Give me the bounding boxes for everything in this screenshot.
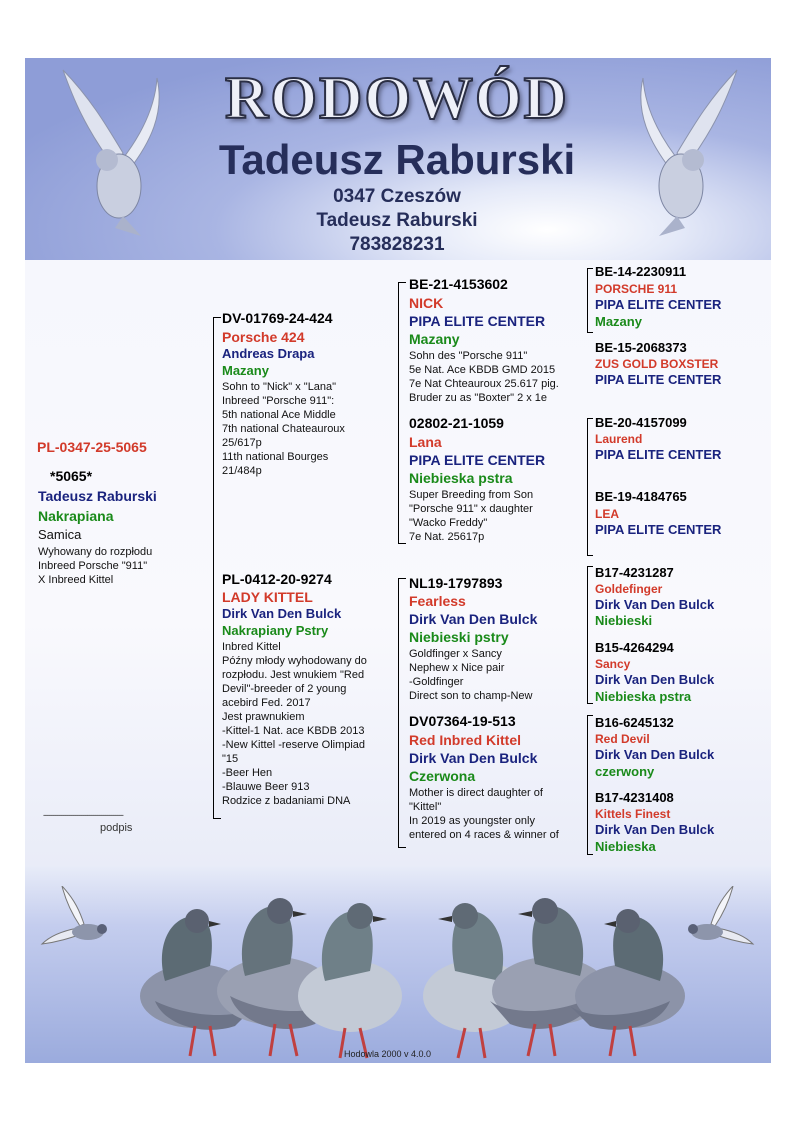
fm-note: "Wacko Freddy" bbox=[409, 517, 488, 529]
mother-note: -New Kittel -reserve Olimpiad bbox=[222, 739, 366, 751]
mother-color: Nakrapiany Pstry bbox=[222, 623, 329, 638]
connector-mm-vertical bbox=[587, 715, 588, 855]
ff-notes bbox=[409, 349, 559, 405]
mm-name: Red Inbred Kittel bbox=[409, 732, 522, 748]
mf-note: Nephew x Nice pair bbox=[409, 662, 505, 674]
standing-pigeons-left-icon bbox=[125, 886, 405, 1061]
mm-ring: DV07364-19-513 bbox=[409, 713, 516, 729]
mf-notes bbox=[409, 647, 533, 703]
ff-owner: PIPA ELITE CENTER bbox=[409, 313, 546, 329]
fm-ring: 02802-21-1059 bbox=[409, 415, 504, 431]
mf-color: Niebieski pstry bbox=[409, 629, 509, 645]
fff-owner: PIPA ELITE CENTER bbox=[595, 297, 722, 312]
fm-note: Super Breeding from Son bbox=[409, 489, 534, 501]
fff-ring: BE-14-2230911 bbox=[595, 264, 687, 279]
mother-note: rozpłodu. Jest wnukiem "Red bbox=[222, 669, 365, 681]
ff-ring: BE-21-4153602 bbox=[409, 276, 508, 292]
mf-note: Direct son to champ-New bbox=[409, 690, 533, 702]
small-flying-pigeon-left-icon bbox=[40, 886, 120, 956]
document-title: RODOWÓD bbox=[225, 65, 569, 131]
mother-note: "15 bbox=[222, 753, 239, 765]
fm-notes bbox=[409, 488, 533, 544]
mf-ring: NL19-1797893 bbox=[409, 575, 503, 591]
mmm-name: Kittels Finest bbox=[595, 807, 671, 821]
father-notes bbox=[222, 380, 345, 478]
breeder-location: 0347 Czeszów bbox=[333, 186, 461, 207]
mm-notes bbox=[409, 786, 559, 842]
software-credit: Hodowla 2000 v 4.0.0 bbox=[344, 1049, 432, 1059]
mother-note: -Beer Hen bbox=[222, 767, 273, 779]
fmf-ring: BE-20-4157099 bbox=[595, 415, 687, 430]
connector-father-bottom bbox=[398, 543, 406, 544]
mother-note: -Blauwe Beer 913 bbox=[222, 781, 310, 793]
fm-note: "Porsche 911" x daughter bbox=[409, 503, 533, 515]
mm-note: entered on 4 races & winner of bbox=[409, 829, 559, 841]
mfm-owner: Dirk Van Den Bulck bbox=[595, 672, 715, 687]
subject-owner: Tadeusz Raburski bbox=[38, 488, 157, 504]
ff-note: 7e Nat Chteauroux 25.617 pig. bbox=[409, 378, 559, 390]
fm-note: 7e Nat. 25617p bbox=[409, 531, 485, 543]
mother-note: acebird Fed. 2017 bbox=[222, 697, 311, 709]
mm-note: Mother is direct daughter of bbox=[409, 787, 543, 799]
signature-line: ---------------------------------------- bbox=[43, 810, 123, 820]
mmf-ring: B16-6245132 bbox=[595, 715, 674, 730]
mmm-owner: Dirk Van Den Bulck bbox=[595, 822, 715, 837]
mother-owner: Dirk Van Den Bulck bbox=[222, 606, 342, 621]
footer-banner bbox=[25, 866, 771, 1063]
fm-owner: PIPA ELITE CENTER bbox=[409, 452, 546, 468]
fmm-ring: BE-19-4184765 bbox=[595, 489, 687, 504]
connector-ff-vertical bbox=[587, 268, 588, 333]
connector-father-vertical bbox=[398, 282, 399, 544]
connector-mm-top bbox=[587, 715, 593, 716]
mm-owner: Dirk Van Den Bulck bbox=[409, 750, 538, 766]
subject-note: Inbreed Porsche "911" bbox=[38, 560, 148, 572]
standing-pigeons-right-icon bbox=[420, 886, 700, 1061]
mf-name: Fearless bbox=[409, 593, 466, 609]
breeder-name: Tadeusz Raburski bbox=[218, 136, 576, 183]
mfm-ring: B15-4264294 bbox=[595, 640, 674, 655]
connector-mother-vertical bbox=[398, 578, 399, 848]
mmf-name: Red Devil bbox=[595, 732, 650, 746]
ff-note: Bruder zu as "Boxter" 2 x 1e bbox=[409, 392, 548, 404]
father-note: 25/617p bbox=[222, 437, 262, 449]
connector-fm-vertical bbox=[587, 418, 588, 556]
fm-color: Niebieska pstra bbox=[409, 470, 513, 486]
father-note: Sohn to "Nick" x "Lana" bbox=[222, 381, 337, 393]
mff-name: Goldefinger bbox=[595, 582, 663, 596]
connector-mf-top bbox=[587, 566, 593, 567]
signature-label: podpis bbox=[100, 822, 133, 834]
ff-color: Mazany bbox=[409, 331, 460, 347]
breeder-phone: 783828231 bbox=[349, 234, 445, 255]
mm-color: Czerwona bbox=[409, 768, 476, 784]
connector-mother-top bbox=[398, 578, 406, 579]
mff-owner: Dirk Van Den Bulck bbox=[595, 597, 715, 612]
fm-name: Lana bbox=[409, 434, 442, 450]
mother-note: Devil"-breeder of 2 young bbox=[222, 683, 347, 695]
ffm-name: ZUS GOLD BOXSTER bbox=[595, 357, 719, 371]
mother-ring: PL-0412-20-9274 bbox=[222, 571, 332, 587]
connector-father-top bbox=[398, 282, 406, 283]
father-owner: Andreas Drapa bbox=[222, 346, 315, 361]
mfm-name: Sancy bbox=[595, 657, 631, 671]
connector-gen1-top bbox=[213, 317, 221, 318]
mother-note: Jest prawnukiem bbox=[222, 711, 305, 723]
father-note: Inbreed "Porsche 911": bbox=[222, 395, 335, 407]
mother-name: LADY KITTEL bbox=[222, 589, 313, 605]
connector-mm-bottom bbox=[587, 854, 593, 855]
fmm-name: LEA bbox=[595, 507, 619, 521]
ffm-ring: BE-15-2068373 bbox=[595, 340, 687, 355]
mff-color: Niebieski bbox=[595, 613, 653, 628]
father-ring: DV-01769-24-424 bbox=[222, 310, 333, 326]
subject-note: Wyhowany do rozpłodu bbox=[38, 546, 153, 558]
connector-fm-top bbox=[587, 418, 593, 419]
mff-ring: B17-4231287 bbox=[595, 565, 674, 580]
connector-fm-bottom bbox=[587, 555, 593, 556]
father-name: Porsche 424 bbox=[222, 329, 305, 345]
mf-owner: Dirk Van Den Bulck bbox=[409, 611, 538, 627]
mmf-color: czerwony bbox=[595, 764, 655, 779]
mm-note: "Kittel" bbox=[409, 801, 442, 813]
mm-note: In 2019 as youngster only bbox=[409, 815, 535, 827]
connector-ff-top bbox=[587, 268, 593, 269]
father-note: 21/484p bbox=[222, 465, 262, 477]
fmf-name: Laurend bbox=[595, 432, 643, 446]
mmm-color: Niebieska bbox=[595, 839, 656, 854]
mother-note: Późny młody wyhodowany do bbox=[222, 655, 367, 667]
fmf-owner: PIPA ELITE CENTER bbox=[595, 447, 722, 462]
ff-note: Sohn des "Porsche 911" bbox=[409, 350, 528, 362]
ff-note: 5e Nat. Ace KBDB GMD 2015 bbox=[409, 364, 556, 376]
mmm-ring: B17-4231408 bbox=[595, 790, 674, 805]
ff-name: NICK bbox=[409, 295, 444, 311]
father-color: Mazany bbox=[222, 363, 269, 378]
fmm-owner: PIPA ELITE CENTER bbox=[595, 522, 722, 537]
connector-ff-bottom bbox=[587, 332, 593, 333]
mf-note: Goldfinger x Sancy bbox=[409, 648, 502, 660]
mother-notes bbox=[222, 640, 367, 808]
subject-sex: Samica bbox=[38, 527, 82, 542]
connector-mother-bottom bbox=[398, 847, 406, 848]
fff-name: PORSCHE 911 bbox=[595, 282, 678, 296]
connector-mf-vertical bbox=[587, 566, 588, 704]
father-note: 5th national Ace Middle bbox=[222, 409, 336, 421]
subject-note: X Inbreed Kittel bbox=[38, 574, 114, 586]
connector-gen1-vertical bbox=[213, 317, 214, 819]
subject-ring: PL-0347-25-5065 bbox=[37, 439, 147, 455]
subject-nickname: *5065* bbox=[50, 468, 93, 484]
fff-color: Mazany bbox=[595, 314, 642, 329]
connector-mf-bottom bbox=[587, 703, 593, 704]
mother-note: Rodzice z badaniami DNA bbox=[222, 795, 351, 807]
connector-gen1-bottom bbox=[213, 818, 221, 819]
mf-note: -Goldfinger bbox=[409, 676, 464, 688]
mfm-color: Niebieska pstra bbox=[595, 689, 692, 704]
subject-notes bbox=[38, 545, 152, 587]
ffm-owner: PIPA ELITE CENTER bbox=[595, 372, 722, 387]
breeder-contact-name: Tadeusz Raburski bbox=[316, 210, 478, 231]
mmf-owner: Dirk Van Den Bulck bbox=[595, 747, 715, 762]
mother-note: -Kittel-1 Nat. ace KBDB 2013 bbox=[222, 725, 365, 737]
mother-note: Inbred Kittel bbox=[222, 641, 281, 653]
subject-color: Nakrapiana bbox=[38, 508, 114, 524]
father-note: 7th national Chateauroux bbox=[222, 423, 345, 435]
father-note: 11th national Bourges bbox=[222, 451, 329, 463]
